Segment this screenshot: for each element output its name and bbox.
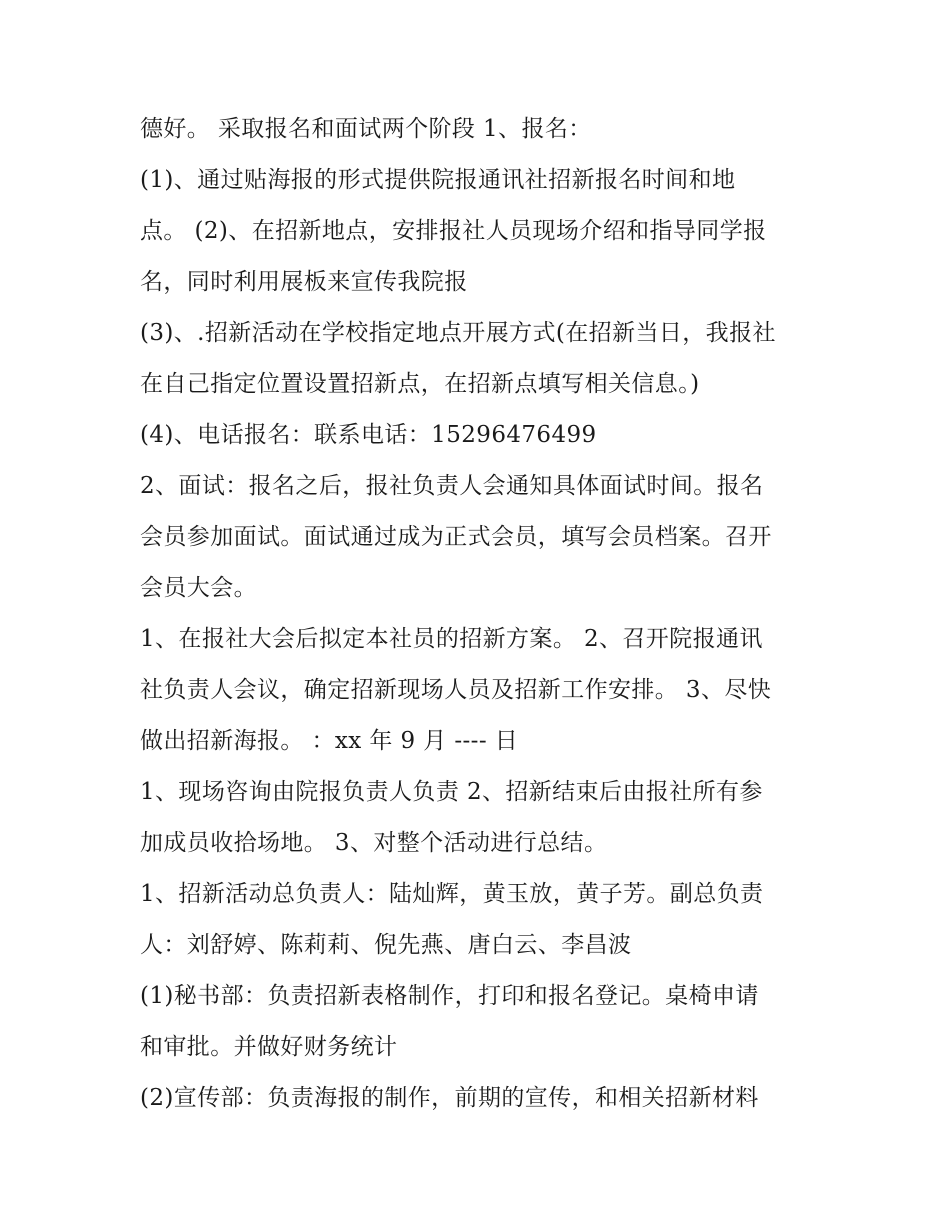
text-line: (4)、电话报名：联系电话：15296476499 [140,422,597,448]
text-line: 和审批。并做好财务统计 [140,1034,398,1060]
text-line: 德好。 采取报名和面试两个阶段 1、报名： [140,116,592,142]
text-line: (3)、.招新活动在学校指定地点开展方式(在招新当日，我报社 [140,320,776,346]
text-line: 会员参加面试。面试通过成为正式会员，填写会员档案。召开 [140,524,772,550]
text-line: 会员大会。 [140,575,257,601]
text-line: 加成员收拾场地。 3、对整个活动进行总结。 [140,830,608,856]
text-line: (1)、通过贴海报的形式提供院报通讯社招新报名时间和地 [140,167,736,193]
text-line: 人：刘舒婷、陈莉莉、倪先燕、唐白云、李昌波 [140,932,632,958]
text-line: 点。 (2)、在招新地点，安排报社人员现场介绍和指导同学报 [140,218,767,244]
text-line: 在自己指定位置设置招新点，在招新点填写相关信息。) [140,371,700,397]
text-line: 1、招新活动总负责人：陆灿辉，黄玉放，黄子芳。副总负责 [140,881,764,907]
text-line: (1)秘书部：负责招新表格制作，打印和报名登记。桌椅申请 [140,983,759,1009]
text-line: 社负责人会议，确定招新现场人员及招新工作安排。 3、尽快 [140,677,772,703]
text-line: 1、在报社大会后拟定本社员的招新方案。 2、召开院报通讯 [140,626,763,652]
text-line: 名，同时利用展板来宣传我院报 [140,269,468,295]
text-line: 做出招新海报。 ：xx 年 9 月 ---- 日 [140,728,519,754]
text-line: 1、现场咨询由院报负责人负责 2、招新结束后由报社所有参 [140,779,763,805]
document-body [140,104,830,1124]
text-line: 2、面试：报名之后，报社负责人会通知具体面试时间。报名 [140,473,764,499]
text-line: (2)宣传部：负责海报的制作，前期的宣传，和相关招新材料 [140,1085,759,1111]
